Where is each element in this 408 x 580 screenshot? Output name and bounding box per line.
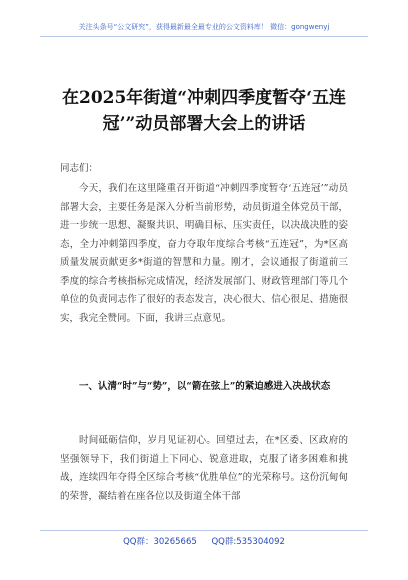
- document-title: 在2025年街道“冲刺四季度暂夺‘五连冠’”动员部署大会上的讲话: [61, 88, 346, 134]
- section-heading: 一、认清“时”与“势”，以“箭在弦上”的紧迫感进入决战状态: [79, 381, 331, 392]
- footer-qq-group-2: QQ群:535304092: [211, 537, 285, 547]
- paragraph-intro: 今天，我们在这里隆重召开街道“冲刺四季度暂夺‘五连冠’”动员部署大会，主要任务是深入分析当前形势，动员街道全体党员干部，进一步统一思想、凝聚共识、明确目标、压实责任，以决战决胜的姿态，全力冲刺第四季度，奋力夺取年度综合考核“五连冠”，为*区高质量发展贡献更多*街道的智慧和力量。刚才，会议通报了街道前三季度的综合考核指标完成情况，经济发展部门、财政管理部门等几个单位的负责同志作了很好的表态发言，决心很大、信心很足、措施很实，我完全赞同。下面，我讲三点意见。: [60, 183, 348, 324]
- footer-divider: [40, 530, 368, 531]
- footer: [0, 535, 408, 547]
- paragraph-body: 时间砥砺信仰，岁月见证初心。回望过去，在*区委、区政府的坚强领导下，我们街道上下同心、锐意进取，克服了诸多困难和挑战，连续四年夺得全区综合考核“优胜单位”的光荣称号。这份沉甸甸的荣誉，凝结着在座各位以及街道全体干部: [60, 435, 348, 502]
- footer-qq-group-1: QQ群：30265665: [123, 537, 197, 547]
- salutation: 同志们：: [60, 163, 99, 174]
- header-banner: 关注头条号“公文研究”，获得最新最全最专业的公文资料库！ 微信：gongwenyj: [40, 22, 368, 37]
